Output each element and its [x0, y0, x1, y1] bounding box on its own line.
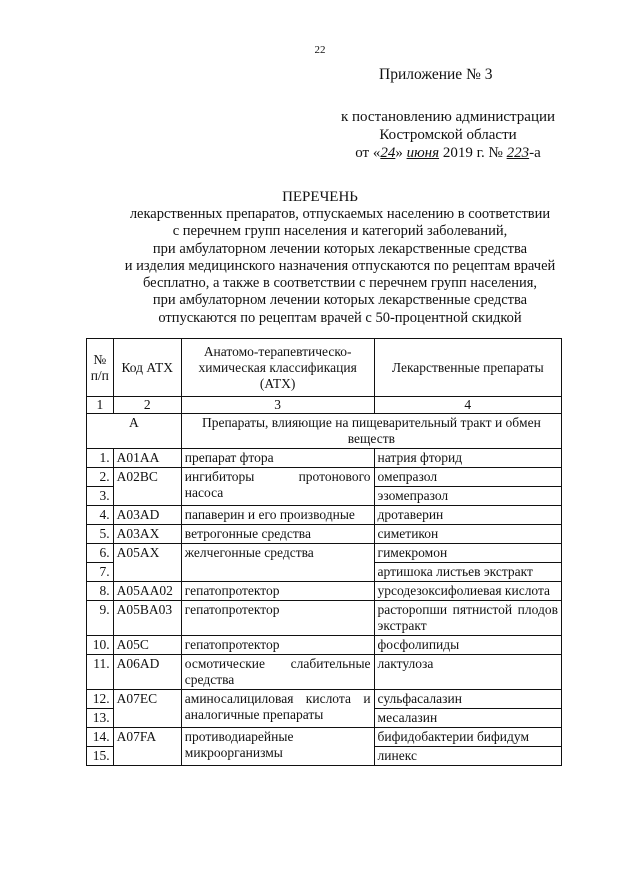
table-row — [87, 690, 562, 709]
decree-date-prefix: от « — [355, 145, 381, 161]
row-code: A01AA — [113, 449, 181, 468]
decree-number-suffix: -а — [529, 145, 541, 161]
row-code: A03AD — [113, 506, 181, 525]
row-drug: линекс — [374, 747, 561, 766]
row-code: A05BA03 — [113, 601, 181, 636]
row-drug: месалазин — [374, 709, 561, 728]
row-drug: лактулоза — [374, 655, 561, 690]
row-code: A02BC — [113, 468, 181, 506]
row-classification: гепатопротектор — [181, 636, 374, 655]
decree-line-2: Костромской области — [379, 127, 517, 143]
header-code: Код АТХ — [113, 339, 181, 397]
decree-line-1: к постановлению администрации — [340, 109, 556, 125]
index-cell: 1 — [87, 397, 114, 414]
row-classification: папаверин и его производные — [181, 506, 374, 525]
table-row — [87, 468, 562, 487]
decree-date-mid: » — [395, 145, 403, 161]
row-classification: препарат фтора — [181, 449, 374, 468]
table-row — [87, 636, 562, 655]
description-line: отпускаются по рецептам врачей с 50-процентной скидкой — [158, 309, 522, 326]
description-line: при амбулаторном лечении которых лекарственные средства — [152, 240, 528, 257]
header-drugs: Лекарственные препараты — [374, 339, 561, 397]
row-drug: натрия фторид — [374, 449, 561, 468]
description-line: лекарственных препаратов, отпускаемых населению в соответствии — [129, 206, 551, 222]
row-code: A06AD — [113, 655, 181, 690]
row-classification: желчегонные средства — [181, 544, 374, 582]
group-title: Препараты, влияющие на пищеварительный тракт и обмен веществ — [181, 414, 561, 449]
row-drug: симетикон — [374, 525, 561, 544]
row-drug: фосфолипиды — [374, 636, 561, 655]
table-row — [87, 544, 562, 563]
page-number: 22 — [314, 44, 326, 56]
row-classification: гепатопротектор — [181, 601, 374, 636]
row-num: 4. — [87, 506, 114, 525]
row-num: 9. — [87, 601, 114, 636]
row-code: A05C — [113, 636, 181, 655]
row-num: 7. — [87, 563, 114, 582]
table-row — [87, 449, 562, 468]
row-num: 14. — [87, 728, 114, 747]
row-drug: бифидобактерии бифидум — [374, 728, 561, 747]
description-line: бесплатно, а также в соответствии с перечнем групп населения, — [142, 275, 538, 292]
row-num: 6. — [87, 544, 114, 563]
row-code: A03AX — [113, 525, 181, 544]
row-code: A05AA02 — [113, 582, 181, 601]
document-description — [100, 206, 580, 327]
row-drug: гимекромон — [374, 544, 561, 563]
table-header-row — [87, 339, 562, 397]
decree-number: 223 — [506, 145, 530, 161]
row-num: 10. — [87, 636, 114, 655]
table-row — [87, 728, 562, 747]
row-code: A07EC — [113, 690, 181, 728]
decree-line-3 — [318, 144, 578, 162]
row-num: 13. — [87, 709, 114, 728]
row-drug: омепразол — [374, 468, 561, 487]
row-drug: эзомепразол — [374, 487, 561, 506]
table-row — [87, 506, 562, 525]
description-line: и изделия медицинского назначения отпускаются по рецептам врачей — [124, 257, 556, 274]
description-line: при амбулаторном лечении которых лекарственные средства — [152, 292, 528, 309]
index-cell: 2 — [113, 397, 181, 414]
row-drug: расторопши пятнистой плодов экстракт — [374, 601, 561, 636]
index-cell: 4 — [374, 397, 561, 414]
description-line: с перечнем групп населения и категорий заболеваний, — [172, 223, 508, 240]
decree-month: июня — [406, 145, 440, 161]
drug-list-table — [86, 338, 562, 766]
row-num: 8. — [87, 582, 114, 601]
table-row — [87, 655, 562, 690]
row-num: 3. — [87, 487, 114, 506]
row-drug: урсодезоксифолиевая кислота — [374, 582, 561, 601]
row-classification: осмотические слабительные средства — [181, 655, 374, 690]
table-row — [87, 525, 562, 544]
table-row — [87, 601, 562, 636]
row-num: 15. — [87, 747, 114, 766]
row-drug: артишока листьев экстракт — [374, 563, 561, 582]
decree-reference — [318, 108, 578, 162]
document-title: ПЕРЕЧЕНЬ — [282, 189, 358, 205]
row-code: A07FA — [113, 728, 181, 766]
row-num: 11. — [87, 655, 114, 690]
decree-year-no: 2019 г. № — [442, 145, 503, 161]
header-num: № п/п — [87, 339, 114, 397]
appendix-label: Приложение № 3 — [379, 66, 493, 83]
row-num: 1. — [87, 449, 114, 468]
row-classification: ингибиторы протонового насоса — [181, 468, 374, 506]
table-group-row — [87, 414, 562, 449]
row-num: 12. — [87, 690, 114, 709]
row-code: A05AX — [113, 544, 181, 582]
header-classification: Анатомо-терапевтическо-химическая классификация (АТХ) — [181, 339, 374, 397]
table-index-row — [87, 397, 562, 414]
row-num: 5. — [87, 525, 114, 544]
index-cell: 3 — [181, 397, 374, 414]
row-drug: дротаверин — [374, 506, 561, 525]
row-classification: противодиарейные микроорганизмы — [181, 728, 374, 766]
row-num: 2. — [87, 468, 114, 487]
table-row — [87, 582, 562, 601]
row-classification: аминосалициловая кислота и аналогичные препараты — [181, 690, 374, 728]
row-classification: гепатопротектор — [181, 582, 374, 601]
decree-day: 24 — [380, 145, 396, 161]
group-code: A — [87, 414, 182, 449]
row-classification: ветрогонные средства — [181, 525, 374, 544]
row-drug: сульфасалазин — [374, 690, 561, 709]
